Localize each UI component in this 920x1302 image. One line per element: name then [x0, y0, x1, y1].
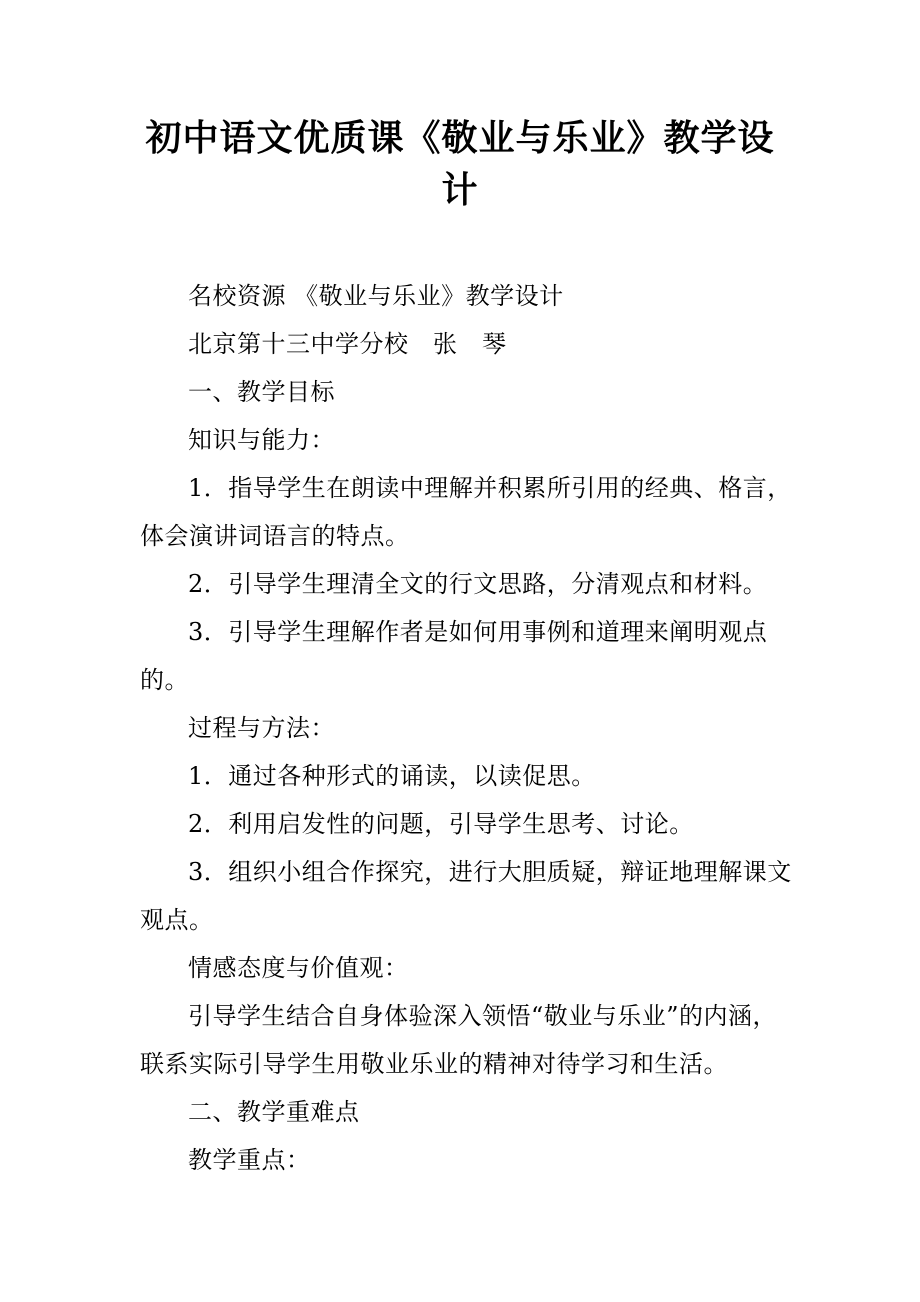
paragraph-goal-3: 3．引导学生理解作者是如何用事例和道理来阐明观点的。 — [140, 618, 768, 694]
paragraph-emotion-1: 引导学生结合自身体验深入领悟“敬业与乐业”的内涵，联系实际引导学生用敬业乐业的精神对待学习和生活。 — [140, 1002, 778, 1078]
subheading-emotion-values: 情感态度与价值观： — [188, 954, 409, 982]
document-title — [110, 112, 810, 216]
paragraph-method-1: 1．通过各种形式的诵读，以读促思。 — [188, 762, 596, 790]
paragraph-method-3: 3．组织小组合作探究，进行大胆质疑，辩证地理解课文观点。 — [140, 858, 792, 934]
paragraph-goal-2: 2．引导学生理清全文的行文思路，分清观点和材料。 — [188, 570, 768, 598]
subheading-process-method: 过程与方法： — [188, 714, 335, 742]
subheading-key-points: 教学重点： — [188, 1146, 311, 1174]
heading-key-difficulties: 二、教学重难点 — [188, 1098, 360, 1126]
paragraph-method-2: 2．利用启发性的问题，引导学生思考、讨论。 — [188, 810, 694, 838]
paragraph-author: 北京第十三中学分校 张 琴 — [188, 330, 507, 358]
paragraph-goal-1: 1．指导学生在朗读中理解并积累所引用的经典、格言，体会演讲词语言的特点。 — [140, 474, 792, 550]
subheading-knowledge-ability: 知识与能力： — [188, 426, 335, 454]
title-line-1: 初中语文优质课《敬业与乐业》教学设 — [145, 117, 775, 159]
paragraph-source: 名校资源 《敬业与乐业》教学设计 — [188, 282, 564, 310]
title-line-2: 计 — [441, 169, 479, 211]
document-body — [140, 272, 800, 1184]
heading-teaching-goals: 一、教学目标 — [188, 378, 335, 406]
